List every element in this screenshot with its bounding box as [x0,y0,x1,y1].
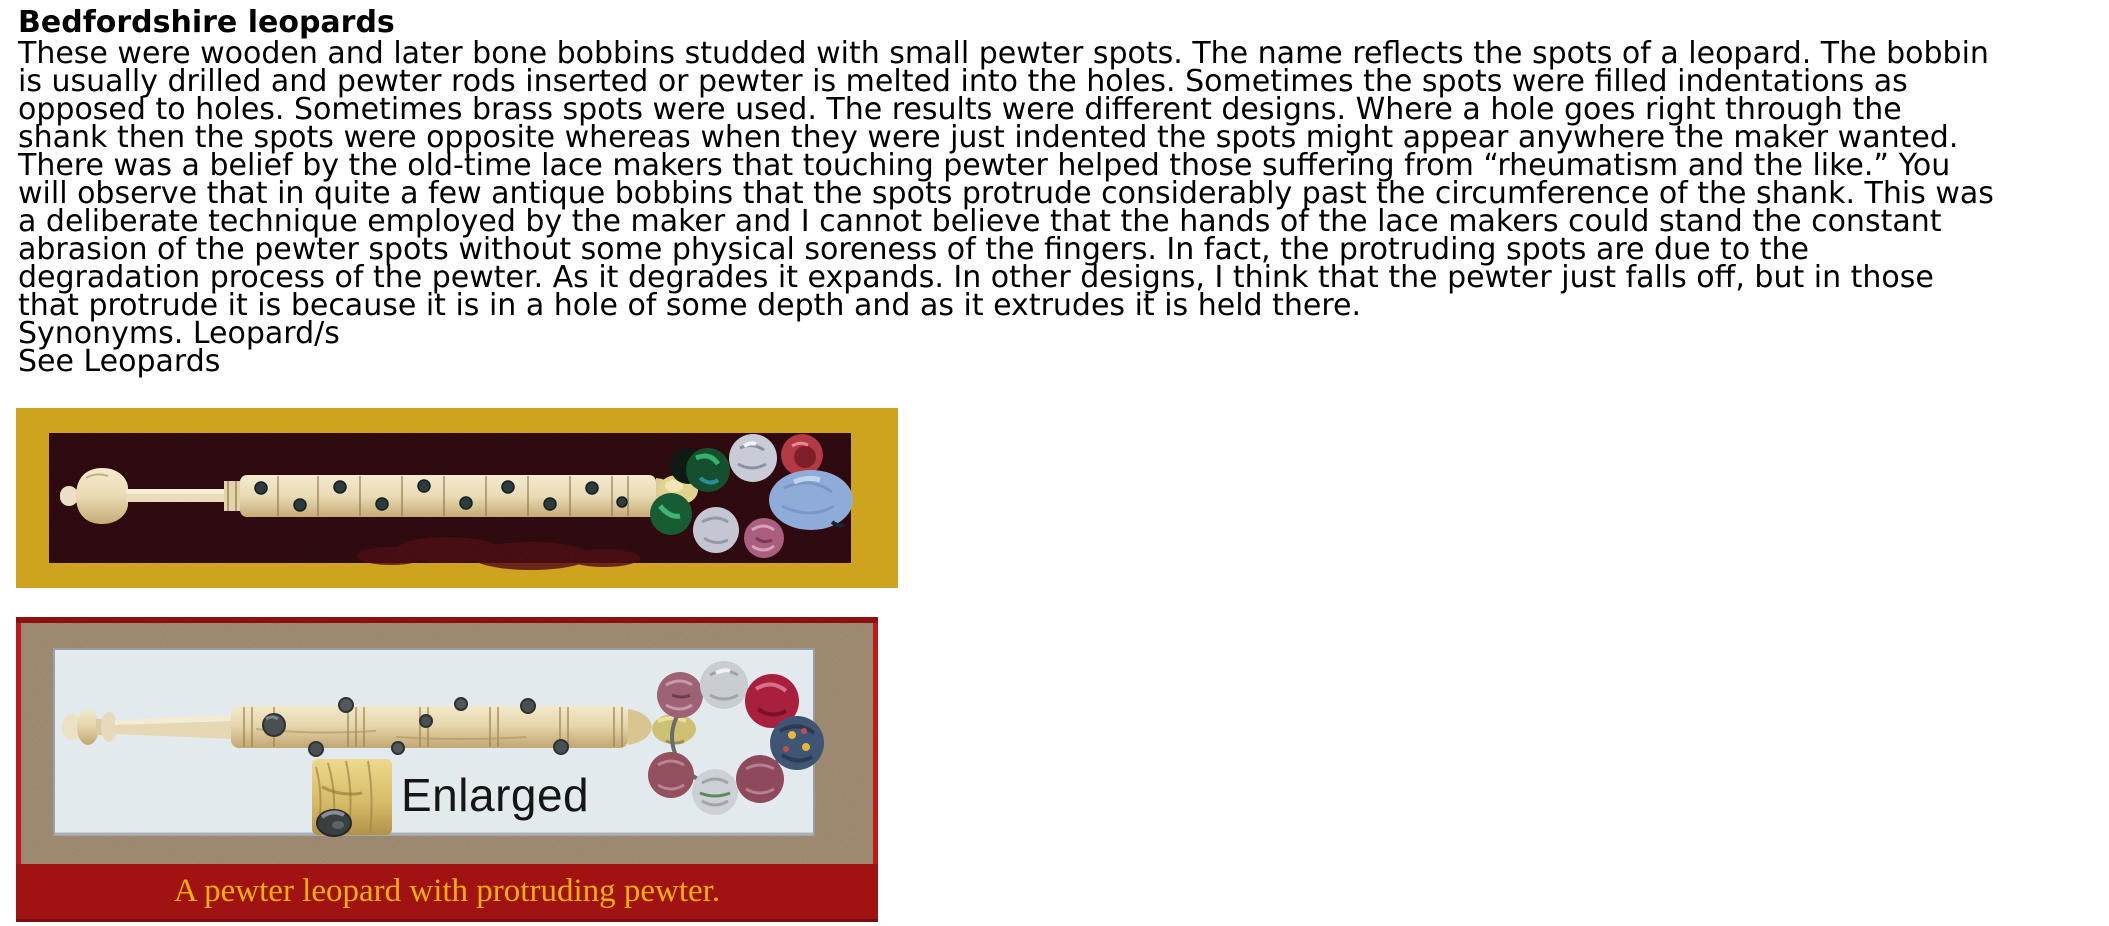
article-line: abrasion of the pewter spots without some physical soreness of the fingers. In fact, the protruding spots are due to the [18,232,1809,267]
photo-caption: A pewter leopard with protruding pewter. [16,864,878,922]
bone-leopard-bobbin-photo [16,408,898,588]
article-line: shank then the spots were opposite whereas when they were just indented the spots might appear anywhere the maker wanted. [18,120,1959,155]
article-line: is usually drilled and pewter rods inserted or pewter is melted into the holes. Sometimes the spots were filled indentations as [18,64,1908,99]
article [18,5,1994,379]
article-line: that protrude it is because it is in a hole of some depth and as it extrudes it is held there. [18,288,1362,323]
article-line: These were wooden and later bone bobbins studded with small pewter spots. The name reflects the spots of a leopard. The bobbin [18,36,1989,71]
article-line: There was a belief by the old-time lace makers that touching pewter helped those suffering from “rheumatism and the like.” You [18,148,1951,183]
page-title: Bedfordshire leopards [18,5,395,40]
article-line: a deliberate technique employed by the maker and I cannot believe that the hands of the lace makers could stand the constant [18,204,1942,239]
article-line: degradation process of the pewter. As it degrades it expands. In other designs, I think that the pewter just falls off, but in those [18,260,1934,295]
bobbin-spangle-illustration [16,408,898,588]
article-line: opposed to holes. Sometimes brass spots were used. The results were different designs. Where a hole goes right through the [18,92,1902,127]
enlarged-label: Enlarged [401,769,590,821]
article-line: will observe that in quite a few antique bobbins that the spots protrude considerably past the circumference of the shank. This was [18,176,1994,211]
see-reference-line: See Leopards [18,344,221,379]
synonyms-line: Synonyms. Leopard/s [18,316,340,351]
article-body [18,36,1994,323]
pewter-leopard-photo-framed [16,617,878,922]
enlarged-inset [312,759,392,836]
